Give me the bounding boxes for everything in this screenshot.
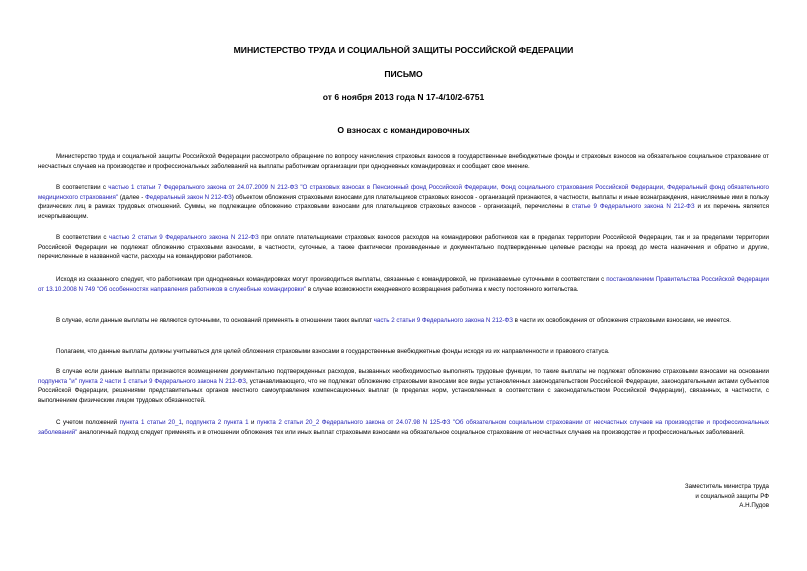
paragraph-text: В случае если данные выплаты признаются возмещением документально подтвержденных расходов, вызванных необходимостью выполнять трудовые функции, то такие выплаты не подлежат обложению страховыми взносами на основании — [56, 368, 769, 375]
paragraph-text: , — [181, 419, 187, 426]
paragraph-1 — [38, 152, 769, 171]
law-link[interactable]: частью 2 статьи 9 Федерального закона N 212-ФЗ — [108, 234, 259, 241]
paragraph-text: С учетом положений — [56, 419, 120, 426]
paragraph-text: в случае возможности ежедневного возвращения работника к месту постоянного жительства. — [306, 285, 579, 293]
paragraph-text: Министерство труда и социальной защиты Российской Федерации рассмотрело обращение по вопросу начисления страховых взносов в государственные внебюджетные фонды и страховых взносов на обязательное социальное страхование от несчастных случаев на производстве и профессиональных заболеваний на выплаты работникам организации при однодневных командировках и сообщает свое мнение. — [38, 153, 769, 170]
law-link[interactable]: пункта 1 статьи 20_1 — [119, 419, 182, 426]
paragraph-3 — [38, 233, 769, 262]
law-link[interactable]: частью 1 статьи 7 Федерального закона от 24.07.2009 N 212-ФЗ "О страховых взносах в Пенсионный фонд Российской Федерации, Фонд социального страхования Российской Федерации, Федеральный фонд обязательного медицинского страхования" — [38, 184, 769, 201]
paragraph-5 — [38, 316, 769, 326]
paragraph-text: Полагаем, что данные выплаты должны учитываться для целей обложения страховыми взносами в государственные внебюджетные фонды исходя из их направленности и правового статуса. — [56, 348, 610, 355]
paragraph-4 — [38, 275, 769, 294]
law-link[interactable]: постановлением Правительства Российской Федерации от 13.10.2008 N 749 "Об особенностях направления работников в служебные командировки" — [38, 276, 769, 293]
paragraph-text: (далее - — [118, 193, 146, 201]
paragraph-text: В соответствии с — [56, 184, 109, 191]
paragraph-text: В соответствии с — [56, 234, 109, 241]
paragraph-text: В случае, если данные выплаты не являются суточными, то оснований применять в отношении таких выплат — [56, 317, 374, 324]
paragraph-text: Исходя из сказанного следует, что работникам при однодневных командировках могут производиться выплаты, связанные с командировкой, не признаваемые суточными в соответствии с — [56, 276, 607, 283]
document-type: ПИСЬМО — [384, 69, 423, 79]
ministry-title: МИНИСТЕРСТВО ТРУДА И СОЦИАЛЬНОЙ ЗАЩИТЫ РОССИЙСКОЙ ФЕДЕРАЦИИ — [233, 45, 574, 55]
paragraph-6 — [38, 347, 769, 357]
document-date-number: от 6 ноября 2013 года N 17-4/10/2-6751 — [322, 92, 485, 102]
paragraph-text: в части их освобождения от обложения страховыми взносами, не имеется. — [512, 317, 732, 324]
paragraph-text: и их перечень является исчерпывающим. — [38, 203, 769, 220]
document-subject: О взносах с командировочных — [337, 125, 470, 135]
paragraph-text: ) объектом обложения страховыми взносами для плательщиков страховых взносов - организаций признаются, в частности, выплаты и иные вознаграждения, начисляемые ими в пользу физических лиц в рамках трудовых отношений. Суммы, не подлежащие обложению страховыми взносами для плательщиков страховых взносов - организаций, перечислены в — [38, 193, 769, 211]
paragraph-text: при оплате плательщиками страховых взносов расходов на командировки работников как в пределах территории Российской Федерации, так и за пределами территории Российской Федерации не подлежат обложению страховыми взносами, в частности, суточные, а также фактически произведенные и документально подтвержденные целевые расходы на проезд до места назначения и обратно и другие, перечисленные в названной части, расходы на командировки работников. — [38, 234, 769, 261]
law-link[interactable]: Федеральный закон N 212-ФЗ — [145, 193, 232, 201]
paragraph-text: аналогичный подход следует применять и в отношении обложения тех или иных выплат страховыми взносами на обязательное социальное страхование от несчастных случаев на производстве и профессиональных заболеваний. — [77, 428, 745, 436]
paragraph-8 — [38, 418, 769, 437]
paragraph-2 — [38, 183, 769, 221]
law-link[interactable]: подпункта "и" пункта 2 части 1 статьи 9 Федерального закона N 212-ФЗ — [38, 377, 247, 385]
paragraph-text: , устанавливающего, что не подлежат обложению страховыми взносами все виды установленных законодательством Российской Федерации, законодательными актами субъектов Российской Федерации, решениями представительных органов местного самоуправления компенсационных выплат (в пределах норм, установленных в соответствии с законодательством Российской Федерации), связанных, в частности, с выполнением физическим лицом трудовых обязанностей. — [38, 377, 769, 404]
law-link[interactable]: часть 2 статьи 9 Федерального закона N 212-ФЗ — [373, 317, 513, 324]
law-link[interactable]: пункта 2 статьи 20_2 Федерального закона от 24.07.98 N 125-ФЗ "Об обязательном социальном страховании от несчастных случаев на производстве и профессиональных заболеваний" — [38, 419, 769, 436]
law-link[interactable]: подпункта 2 пункта 1 — [186, 419, 249, 426]
law-link[interactable]: статье 9 Федерального закона N 212-ФЗ — [571, 203, 695, 211]
signature-name: А.Н.Пудов — [739, 502, 769, 510]
paragraph-text: и — [248, 419, 257, 426]
signature-block — [685, 482, 769, 511]
signature-position-line-1: Заместитель министра труда — [684, 483, 769, 490]
paragraph-7 — [38, 367, 769, 405]
signature-position-line-2: и социальной защиты РФ — [695, 492, 769, 500]
